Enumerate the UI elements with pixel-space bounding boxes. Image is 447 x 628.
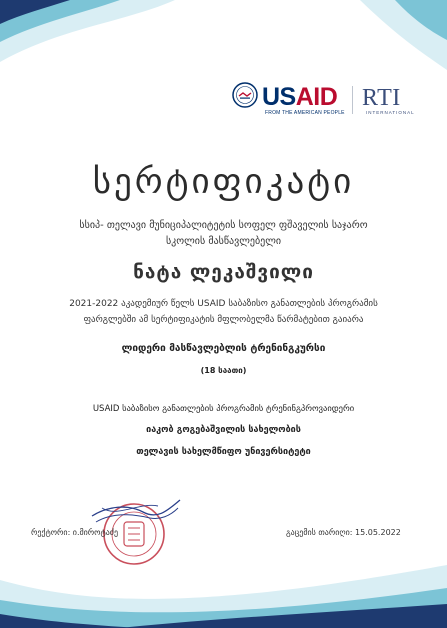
description: 2021-2022 აკადემიურ წელს USAID საბაზისო განათლების პროგრამის ფარგლებში ამ სერტიფიკატის მფლობელმა წარმატებით გაიარა <box>69 299 378 325</box>
certificate-title: სერტიფიკატი <box>92 162 355 202</box>
logo-divider <box>352 86 353 114</box>
usaid-logo: USAID <box>262 83 338 111</box>
usaid-tagline: FROM THE AMERICAN PEOPLE <box>265 110 345 116</box>
rti-tagline: INTERNATIONAL <box>366 110 415 115</box>
course-hours: (18 საათი) <box>200 366 247 375</box>
issue-date: გაცემის თარიღი: 15.05.2022 <box>286 528 401 537</box>
course-name: ლიდერი მასწავლებლის ტრენინგკურსი <box>121 343 326 354</box>
recipient-name: ნატა ლეკაშვილი <box>133 261 314 283</box>
training-provider: USAID საბაზისო განათლების პროგრამის ტრენინგპროვაიდერი <box>92 404 355 414</box>
rector-signature-line: რექტორი: ი.მიროტაძე <box>31 528 118 537</box>
rti-logo: RTI <box>362 85 401 111</box>
institute-line-1: იაკობ გოგებაშვილის სახელობის <box>146 425 301 435</box>
school-line: სსიპ- თელავი მუნიციპალიტეტის სოფელ ფშაველის საჯარო სკოლის მასწავლებელი <box>79 220 368 247</box>
usaid-seal-icon <box>232 82 258 108</box>
institute-line-2: თელავის სახელმწიფო უნივერსიტეტი <box>136 447 311 457</box>
